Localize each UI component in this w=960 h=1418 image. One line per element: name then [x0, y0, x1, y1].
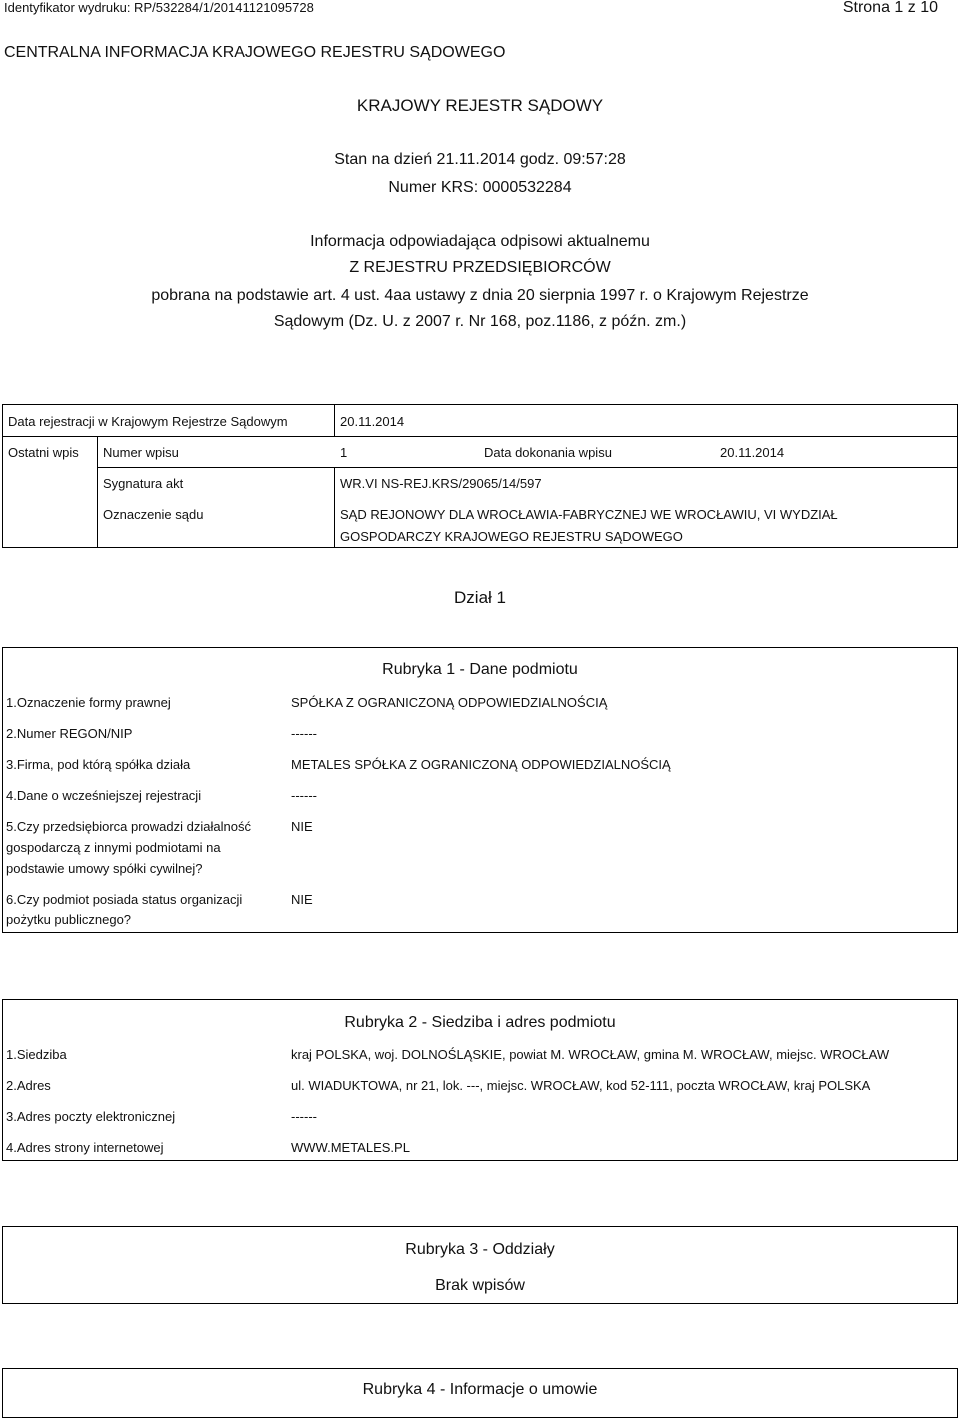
court-value-line-2: GOSPODARCZY KRAJOWEGO REJESTRU SĄDOWEGO	[340, 529, 683, 544]
court-label: Oznaczenie sądu	[103, 507, 204, 522]
public-benefit-label-line-2: pożytku publicznego?	[6, 912, 132, 927]
company-name-value: METALES SPÓŁKA Z OGRANICZONĄ ODPOWIEDZIALNOŚCIĄ	[291, 757, 671, 772]
civil-partnership-label-line-2: gospodarczą z innymi podmiotami na	[6, 840, 221, 855]
state-date: Stan na dzień 21.11.2014 godz. 09:57:28	[334, 151, 626, 168]
civil-partnership-label-line-1: 5.Czy przedsiębiorca prowadzi działalność	[6, 819, 251, 834]
rubric-1-title: Rubryka 1 - Dane podmiotu	[382, 661, 578, 678]
rubric-2-title: Rubryka 2 - Siedziba i adres podmiotu	[344, 1014, 616, 1031]
entry-date-label: Data dokonania wpisu	[484, 445, 612, 460]
section-title: Dział 1	[454, 588, 506, 607]
registration-date-label: Data rejestracji w Krajowym Rejestrze Sądowym	[8, 414, 288, 429]
address-label: 2.Adres	[6, 1078, 51, 1093]
entry-number-label: Numer wpisu	[103, 445, 179, 460]
regon-nip-label: 2.Numer REGON/NIP	[6, 726, 133, 741]
company-name-label: 3.Firma, pod którą spółka działa	[6, 757, 191, 772]
public-benefit-label-line-1: 6.Czy podmiot posiada status organizacji	[6, 892, 243, 907]
rubric-3-no-entries: Brak wpisów	[435, 1277, 525, 1294]
seat-label: 1.Siedziba	[6, 1047, 67, 1062]
entry-number-value: 1	[340, 445, 348, 460]
seat-value: kraj POLSKA, woj. DOLNOŚLĄSKIE, powiat M. WROCŁAW, gmina M. WROCŁAW, miejsc. WROCŁAW	[291, 1047, 890, 1062]
website-value: WWW.METALES.PL	[291, 1140, 410, 1155]
civil-partnership-value: NIE	[291, 819, 313, 834]
case-signature-label: Sygnatura akt	[103, 476, 184, 491]
regon-nip-value: ------	[291, 726, 317, 741]
email-address-value: ------	[291, 1109, 317, 1124]
last-entry-label: Ostatni wpis	[8, 445, 79, 460]
legal-basis-line-2: Sądowym (Dz. U. z 2007 r. Nr 168, poz.1186, z późn. zm.)	[273, 313, 687, 330]
case-signature-value: WR.VI NS-REJ.KRS/29065/14/597	[340, 476, 542, 491]
address-value: ul. WIADUKTOWA, nr 21, lok. ---, miejsc. WROCŁAW, kod 52-111, poczta WROCŁAW, kraj POLSKA	[291, 1078, 871, 1093]
rubric-4-title: Rubryka 4 - Informacje o umowie	[362, 1381, 598, 1398]
legal-form-value: SPÓŁKA Z OGRANICZONĄ ODPOWIEDZIALNOŚCIĄ	[291, 695, 608, 710]
previous-registration-label: 4.Dane o wcześniejszej rejestracji	[6, 788, 202, 803]
public-benefit-value: NIE	[291, 892, 313, 907]
legal-basis-line-1: pobrana na podstawie art. 4 ust. 4aa ustawy z dnia 20 sierpnia 1997 r. o Krajowym Rejestrze	[151, 287, 809, 304]
court-value-line-1: SĄD REJONOWY DLA WROCŁAWIA-FABRYCZNEJ WE WROCŁAWIU, VI WYDZIAŁ	[340, 507, 838, 522]
email-address-label: 3.Adres poczty elektronicznej	[6, 1109, 176, 1124]
print-identifier: Identyfikator wydruku: RP/532284/1/20141121095728	[4, 0, 314, 15]
registry-title: KRAJOWY REJESTR SĄDOWY	[356, 96, 604, 115]
info-line-1: Informacja odpowiadająca odpisowi aktualnemu	[310, 233, 650, 250]
previous-registration-value: ------	[291, 788, 317, 803]
registration-date-value: 20.11.2014	[340, 414, 405, 429]
page-number: Strona 1 z 10	[842, 0, 938, 16]
entry-date-value: 20.11.2014	[720, 445, 785, 460]
civil-partnership-label-line-3: podstawie umowy spółki cywilnej?	[6, 861, 203, 876]
info-line-2: Z REJESTRU PRZEDSIĘBIORCÓW	[349, 259, 611, 276]
rubric-3-title: Rubryka 3 - Oddziały	[405, 1241, 555, 1258]
krs-number: Numer KRS: 0000532284	[388, 179, 572, 196]
website-label: 4.Adres strony internetowej	[6, 1140, 164, 1155]
legal-form-label: 1.Oznaczenie formy prawnej	[6, 695, 171, 710]
organization-name: CENTRALNA INFORMACJA KRAJOWEGO REJESTRU SĄDOWEGO	[4, 44, 506, 61]
